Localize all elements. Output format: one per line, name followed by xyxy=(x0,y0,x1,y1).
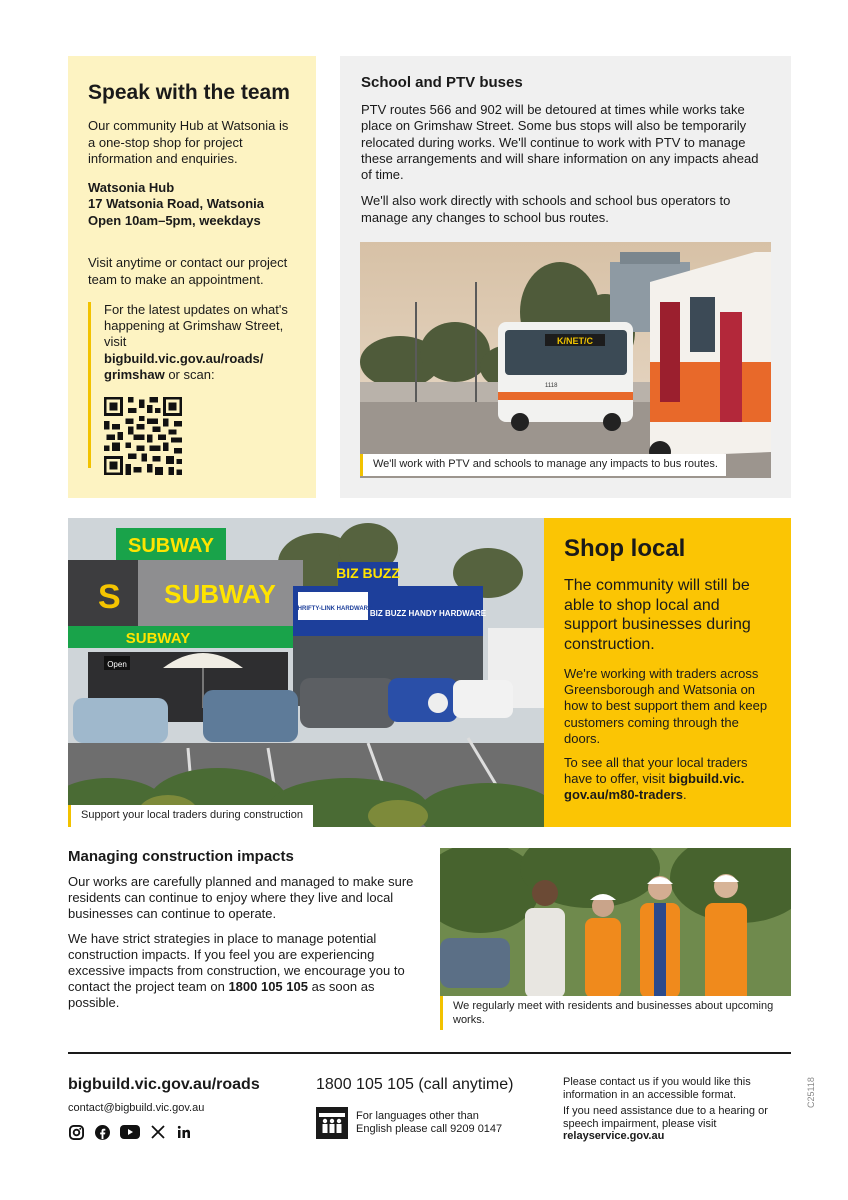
team-photo xyxy=(440,848,791,1030)
x-icon[interactable] xyxy=(150,1124,166,1140)
updates-text: For the latest updates on what's happening at Grimshaw Street, visit bigbuild.vic.gov.au/roads/ grimshaw or scan: xyxy=(104,302,288,382)
accessible-format-text: Please contact us if you would like this information in an accessible format. xyxy=(563,1076,751,1101)
relay-service-link[interactable]: relayservice.gov.au xyxy=(563,1130,665,1142)
team-photo-caption: We regularly meet with residents and businesses about upcoming works. xyxy=(440,996,791,1030)
relay-service-text: If you need assistance due to a hearing or speech impairment, please visit relayservice.gov.au xyxy=(563,1105,768,1142)
shop-title: Shop local xyxy=(564,535,686,562)
shop-local-panel xyxy=(544,518,791,827)
subway-s-logo: S xyxy=(98,578,121,616)
school-ptv-panel xyxy=(340,56,791,498)
hub-name: Watsonia Hub xyxy=(88,179,175,195)
traders-link[interactable]: bigbuild.vic. gov.au/m80-traders xyxy=(564,771,745,803)
speak-intro: Our community Hub at Watsonia is a one-stop shop for project information and enquiries. xyxy=(88,118,289,166)
instagram-icon[interactable] xyxy=(68,1124,84,1140)
footer-website-link[interactable]: bigbuild.vic.gov.au/roads xyxy=(68,1076,260,1093)
speak-title: Speak with the team xyxy=(88,81,290,104)
hub-hours: Open 10am–5pm, weekdays xyxy=(88,212,261,228)
interpreter-icon xyxy=(316,1107,348,1139)
project-phone-link[interactable]: 1800 105 105 xyxy=(228,979,308,995)
open-sign: Open xyxy=(107,660,127,669)
shop-lead: The community will still be able to shop local and support businesses during construction. xyxy=(564,577,751,653)
shops-photo xyxy=(68,518,544,827)
thrifty-sign: THRIFTY-LINK HARDWARE xyxy=(294,606,372,612)
hub-address: 17 Watsonia Road, Watsonia xyxy=(88,196,265,211)
bus-number: 1118 xyxy=(545,383,558,389)
manage-title: Managing construction impacts xyxy=(68,848,294,865)
social-icons xyxy=(68,1124,192,1140)
subway-sign-top: SUBWAY xyxy=(128,535,214,557)
linkedin-icon[interactable] xyxy=(176,1124,192,1140)
footer-divider xyxy=(68,1052,791,1054)
footer-email-link[interactable]: contact@bigbuild.vic.gov.au xyxy=(68,1102,205,1114)
languages-text: For languages other than English please call 9209 0147 xyxy=(356,1110,503,1135)
bus-photo-caption: We'll work with PTV and schools to manage any impacts to bus routes. xyxy=(360,454,726,476)
shops-photo-caption: Support your local traders during construction xyxy=(68,805,313,827)
subway-sign-lower: SUBWAY xyxy=(125,630,191,647)
footer-phone[interactable]: 1800 105 105 (call anytime) xyxy=(316,1076,514,1093)
speak-with-team-panel xyxy=(68,56,316,498)
managing-impacts-section xyxy=(68,848,418,1012)
manage-para-1: Our works are carefully planned and managed to make sure residents can continue to enjoy where they live and local businesses can continue to operate. xyxy=(68,874,414,922)
school-para-1: PTV routes 566 and 902 will be detoured at times while works take place on Grimshaw Street. Some bus stops will also be temporarily relocated during works. We'll continue to work with PTV to manage these arrangements and will share information on any impacts ahead of time. xyxy=(361,102,759,183)
shop-para-1: We're working with traders across Greensborough and Watsonia on how to best support them and keep customers coming through the doors. xyxy=(564,666,768,746)
bizbuzz-sign: BIZ BUZZ xyxy=(336,565,400,581)
qr-code-icon[interactable] xyxy=(104,397,182,475)
bizbuzz-full-sign: BIZ BUZZ HANDY HARDWARE xyxy=(369,609,487,618)
shop-para-2: To see all that your local traders have to offer, visit bigbuild.vic. gov.au/m80-traders. xyxy=(564,755,748,803)
manage-para-2: We have strict strategies in place to manage potential construction impacts. If you feel you are experiencing excessive impacts from construction, we encourage you to contact the project team on 1800 105 105 as soon as possible. xyxy=(68,930,405,1011)
school-title: School and PTV buses xyxy=(361,74,523,91)
updates-callout xyxy=(88,302,288,468)
school-para-2: We'll also work directly with schools and school bus operators to manage any changes to school bus routes. xyxy=(361,193,731,225)
facebook-icon[interactable] xyxy=(94,1124,110,1140)
visit-text: Visit anytime or contact our project team to make an appointment. xyxy=(88,255,288,287)
youtube-icon[interactable] xyxy=(120,1124,140,1140)
subway-sign-main: SUBWAY xyxy=(164,579,276,609)
bus-photo xyxy=(360,242,771,478)
document-code: C25118 xyxy=(806,1077,816,1108)
updates-link[interactable]: bigbuild.vic.gov.au/roads/ grimshaw xyxy=(104,350,264,382)
bus-sign: K/NET/C xyxy=(557,336,593,346)
